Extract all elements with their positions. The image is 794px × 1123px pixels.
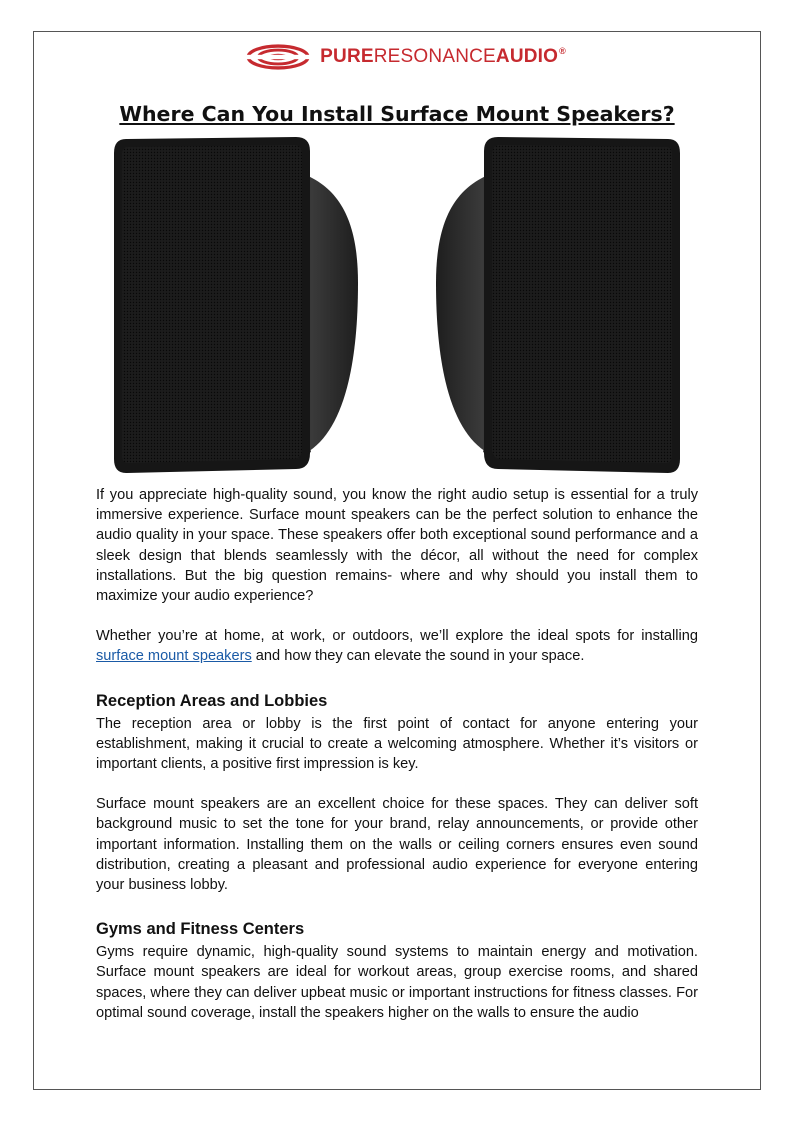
right-speaker — [436, 137, 680, 473]
section-heading-reception: Reception Areas and Lobbies — [96, 691, 328, 710]
resonance-ellipse-logo-icon — [246, 40, 310, 74]
brand-name: PURERESONANCEAUDIO® — [320, 46, 566, 67]
intro-paragraph-2: Whether you’re at home, at work, or outdoors, we’ll explore the ideal spots for installing surface mount speakers and how they can elevate the sound in your space. — [96, 628, 698, 665]
surface-mount-speakers-link[interactable]: surface mount speakers — [96, 648, 252, 665]
page-title: Where Can You Install Surface Mount Speakers? — [119, 102, 675, 126]
section-paragraph: The reception area or lobby is the first point of contact for anyone entering your establishment, making it crucial to create a welcoming atmosphere. Whether it’s visitors or important clients, a positive first impression is key. — [96, 715, 698, 773]
brand-logo — [246, 39, 566, 75]
speakers-hero-image — [96, 133, 698, 485]
section-paragraph: Gyms require dynamic, high-quality sound systems to maintain energy and motivation. Surface mount speakers are ideal for workout areas, group exercise rooms, and shared spaces, where they can deliver upbeat music or important instructions for fitness classes. For optimal sound coverage, install the speakers higher on the walls to ensure the audio — [96, 944, 698, 1021]
section-paragraph: Surface mount speakers are an excellent choice for these spaces. They can deliver soft background music to set the tone for your brand, relay announcements, or provide other important information. Installing them on the walls or ceiling corners ensures even sound distribution, creating a pleasant and professional audio experience for everyone entering your business lobby. — [96, 796, 698, 894]
intro-paragraph: If you appreciate high-quality sound, you know the right audio setup is essential for a truly immersive experience. Surface mount speakers can be the perfect solution to enhance the audio quality in your space. These speakers offer both exceptional sound performance and a sleek design that blends seamlessly with the décor, all without the need for complex installations. But the big question remains- where and why should you install them to maximize your audio experience? — [96, 487, 698, 605]
article-body — [96, 485, 698, 1023]
left-speaker — [114, 137, 358, 473]
section-heading-gyms: Gyms and Fitness Centers — [96, 920, 305, 939]
